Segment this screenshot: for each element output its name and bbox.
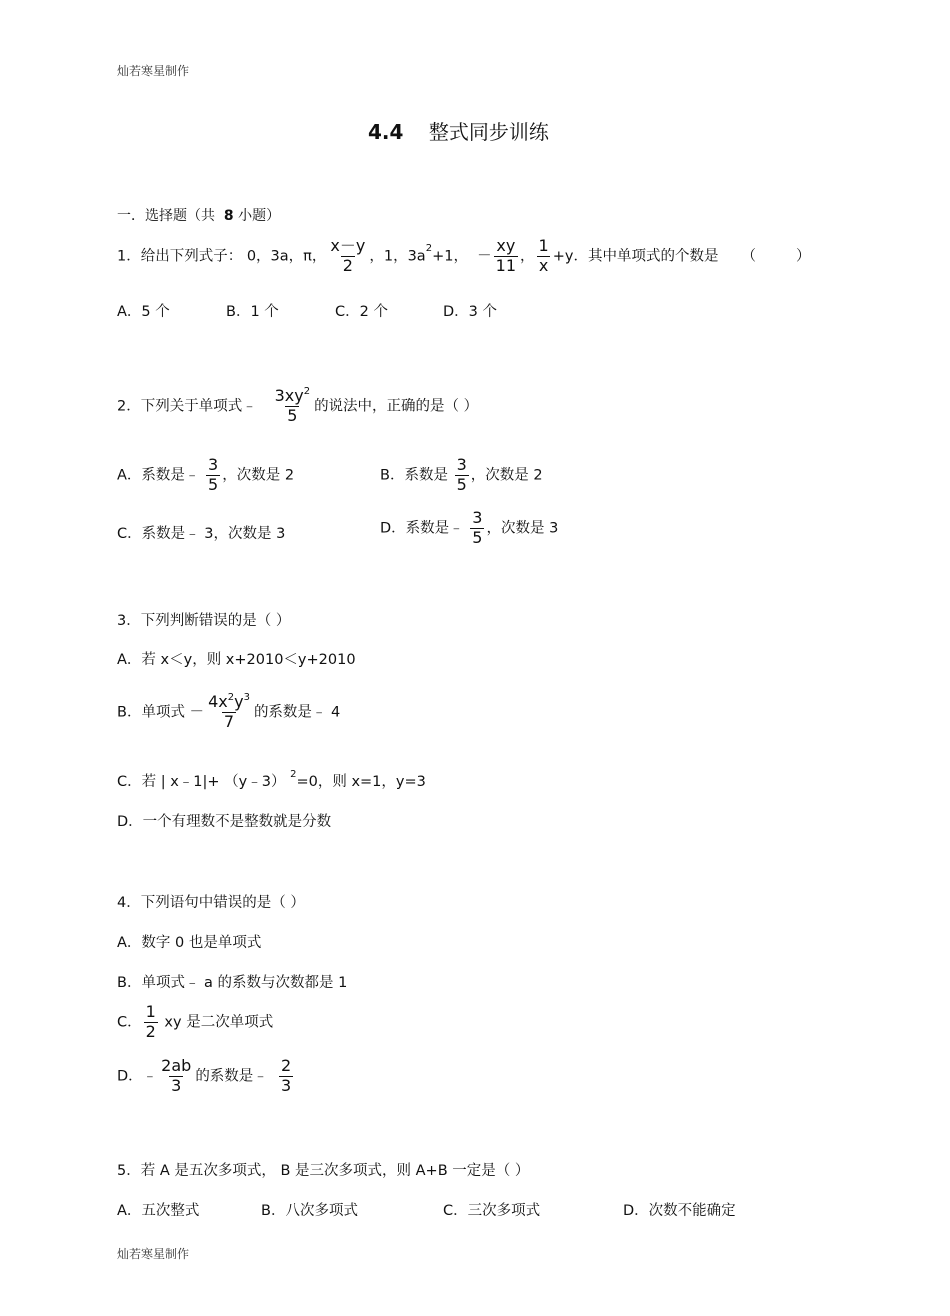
numerator: 3: [456, 455, 467, 474]
option-text: ，次数是 2: [222, 467, 295, 484]
fraction: [206, 694, 252, 731]
fraction: [273, 388, 313, 425]
option-text: D．系数是﹣: [380, 520, 464, 537]
fraction: [537, 238, 551, 275]
option-text: D．﹣: [117, 1068, 158, 1085]
title-number: 4.4: [368, 120, 404, 144]
q2-option-a: [117, 457, 294, 494]
exponent: 2: [290, 769, 297, 780]
q1-option-d: D．3 个: [443, 304, 497, 320]
q4-option-a: A．数字 0 也是单项式: [117, 935, 262, 951]
option-text: ，次数是 3: [486, 520, 559, 537]
minus-sign: －: [477, 248, 492, 265]
numerator: x－y: [330, 236, 366, 255]
q2-option-d: [380, 510, 558, 547]
q4-option-d: [117, 1058, 295, 1095]
denominator: 3: [281, 1075, 292, 1095]
denominator: 5: [456, 474, 467, 494]
title-text: 整式同步训练: [428, 120, 549, 144]
option-text: C．若 | x﹣1|+ （y﹣3）: [117, 774, 286, 790]
exponent: 3: [243, 692, 250, 703]
numerator: 3: [208, 455, 219, 474]
section-heading: [117, 205, 280, 225]
answer-paren-close: ）: [796, 248, 811, 265]
q4-option-b: B．单项式﹣ a 的系数与次数都是 1: [117, 975, 348, 991]
denominator: 2: [342, 255, 353, 275]
q1-text: ，1，3a: [369, 248, 426, 265]
q1-text: ，: [520, 248, 535, 265]
fraction: [144, 1004, 158, 1041]
denominator: x: [538, 255, 549, 275]
question-5: 5．若 A 是五次多项式， B 是三次多项式，则 A+B 一定是（ ）: [117, 1163, 530, 1179]
fraction: [159, 1058, 193, 1095]
option-text: xy 是二次单项式: [159, 1014, 274, 1031]
page-footer: 灿若寒星制作: [117, 1247, 190, 1261]
q2-option-b: [380, 457, 543, 494]
option-text: B．系数是: [380, 467, 448, 484]
numerator-text: 4x: [208, 692, 228, 711]
option-text: =0，则 x=1，y=3: [296, 774, 426, 790]
option-text: 的系数是﹣: [195, 1068, 268, 1085]
answer-paren-open: （: [741, 248, 756, 265]
q1-text: +1，: [432, 248, 468, 265]
section-prefix: 一．选择题（共: [117, 208, 215, 224]
denominator: 11: [495, 255, 517, 275]
denominator: 5: [208, 474, 219, 494]
denominator: 3: [171, 1075, 182, 1095]
numerator: [206, 694, 252, 712]
q5-option-b: B．八次多项式: [261, 1203, 358, 1219]
numerator-text: 3xy: [274, 386, 304, 405]
denominator: 7: [223, 711, 235, 731]
section-suffix: 小题）: [238, 208, 281, 224]
numerator: 2ab: [161, 1056, 192, 1075]
page-header: 灿若寒星制作: [117, 64, 190, 78]
q2-tail: 的说法中，正确的是（ ）: [314, 398, 479, 415]
exponent: 2: [425, 243, 433, 255]
denominator: 2: [145, 1021, 156, 1041]
denominator: 5: [287, 405, 298, 425]
q1-option-c: C．2 个: [335, 304, 388, 320]
numerator-text: y: [234, 692, 244, 711]
fraction: [279, 1058, 293, 1095]
fraction: [470, 510, 484, 547]
q1-tail: +y．其中单项式的个数是: [552, 248, 719, 265]
numerator: 1: [145, 1002, 156, 1021]
exponent: 2: [227, 692, 235, 703]
option-text: 的系数是﹣ 4: [253, 704, 341, 721]
numerator: 3: [472, 508, 483, 527]
fraction: [455, 457, 469, 494]
q3-option-a: A．若 x＜y，则 x+2010＜y+2010: [117, 652, 356, 668]
q1-lead: 1．给出下列式子： 0，3a，π，: [117, 248, 327, 265]
question-4: 4．下列语句中错误的是（ ）: [117, 895, 305, 911]
q1-option-a: A．5 个: [117, 304, 170, 320]
numerator: 1: [538, 236, 549, 255]
q3-option-c: [117, 770, 426, 791]
numerator: 2: [281, 1056, 292, 1075]
numerator: [273, 388, 313, 406]
denominator: 5: [472, 527, 483, 547]
option-text: ，次数是 2: [470, 467, 543, 484]
option-text: C．: [117, 1014, 142, 1031]
option-text: A．系数是﹣: [117, 467, 200, 484]
q2-option-c: C．系数是﹣ 3，次数是 3: [117, 526, 286, 542]
question-2: [117, 388, 478, 425]
q5-option-a: A．五次整式: [117, 1203, 200, 1219]
fraction: [494, 238, 518, 275]
exponent: 2: [303, 386, 311, 397]
fraction: [206, 457, 220, 494]
q3-option-d: D．一个有理数不是整数就是分数: [117, 814, 332, 830]
fraction: [328, 238, 367, 275]
option-text: B．单项式 －: [117, 704, 205, 721]
question-3: 3．下列判断错误的是（ ）: [117, 613, 291, 629]
q4-option-c: [117, 1004, 273, 1041]
page-title: [368, 116, 549, 145]
question-1: [117, 238, 811, 275]
q3-option-b: [117, 694, 340, 731]
section-count: 8: [223, 208, 234, 224]
q5-option-d: D．次数不能确定: [623, 1203, 736, 1219]
q5-option-c: C．三次多项式: [443, 1203, 541, 1219]
q1-option-b: B．1 个: [226, 304, 279, 320]
q2-lead: 2．下列关于单项式﹣: [117, 398, 257, 415]
numerator: xy: [496, 236, 516, 255]
